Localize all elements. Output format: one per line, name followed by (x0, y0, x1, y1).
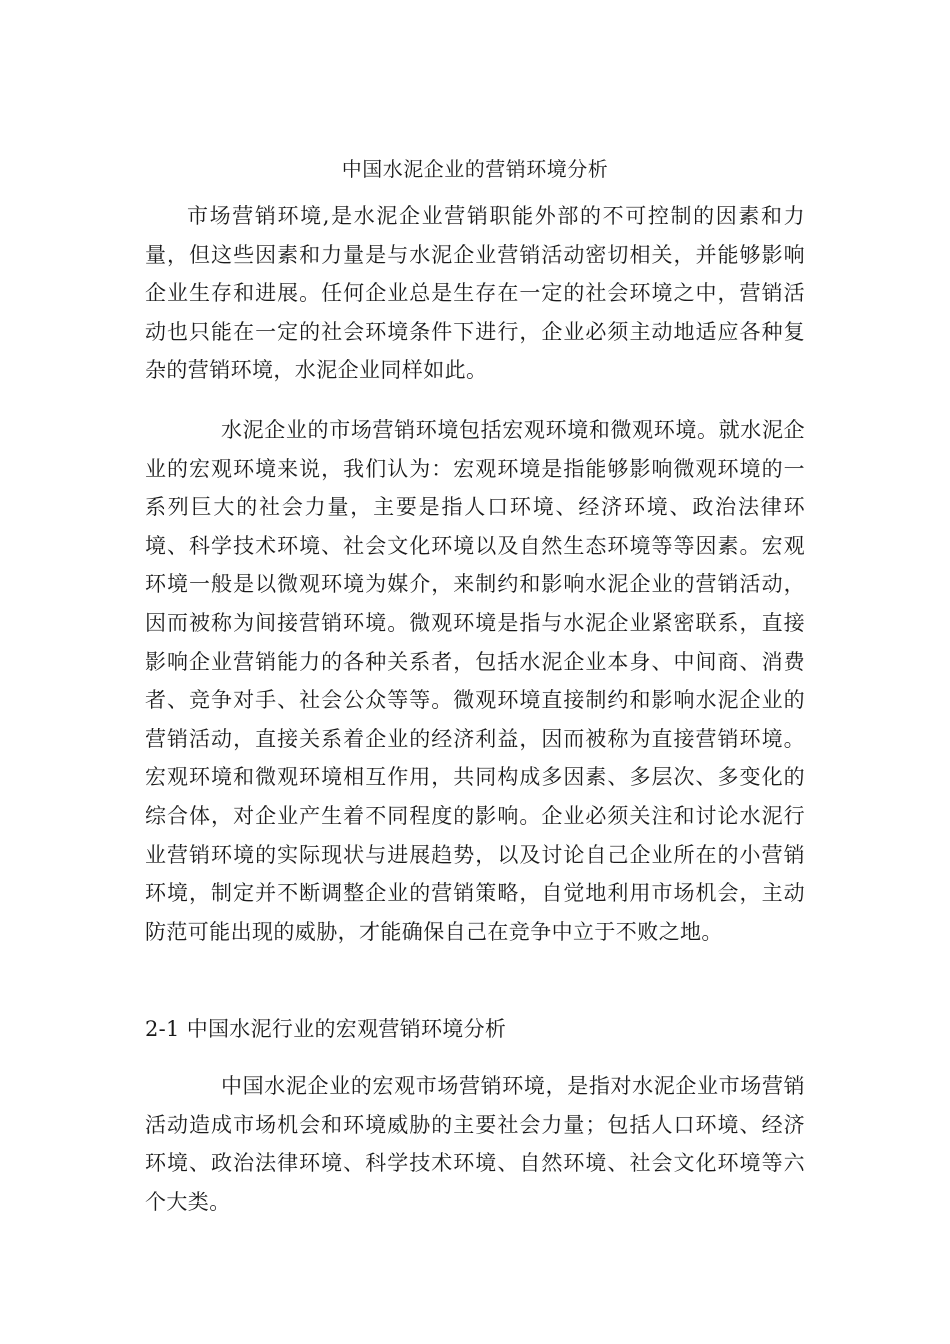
paragraph-intro: 市场营销环境,是水泥企业营销职能外部的不可控制的因素和力量，但这些因素和力量是与水泥企业营销活动密切相关，并能够影响企业生存和进展。任何企业总是生存在一定的社会环境之中，营销活动也只能在一定的社会环境条件下进行，企业必须主动地适应各种复杂的营销环境，水泥企业同样如此。 (145, 204, 805, 383)
paragraph-environment: 水泥企业的市场营销环境包括宏观环境和微观环境。就水泥企业的宏观环境来说，我们认为：宏观环境是指能够影响微观环境的一系列巨大的社会力量，主要是指人口环境、经济环境、政治法律环境、科学技术环境、社会文化环境以及自然生态环境等等因素。宏观环境一般是以微观环境为媒介，来制约和影响水泥企业的营销活动，因而被称为间接营销环境。微观环境是指与水泥企业紧密联系，直接影响企业营销能力的各种关系者，包括水泥企业本身、中间商、消费者、竞争对手、社会公众等等。微观环境直接制约和影响水泥企业的营销活动，直接关系着企业的经济利益，因而被称为直接营销环境。宏观环境和微观环境相互作用，共同构成多因素、多层次、多变化的综合体，对企业产生着不同程度的影响。企业必须关注和讨论水泥行业营销环境的实际现状与进展趋势，以及讨论自己企业所在的小营销环境，制定并不断调整企业的营销策略，自觉地利用市场机会，主动防范可能出现的威胁，才能确保自己在竞争中立于不败之地。 (145, 418, 805, 944)
paragraph-macro-environment: 中国水泥企业的宏观市场营销环境，是指对水泥企业市场营销活动造成市场机会和环境威胁的主要社会力量；包括人口环境、经济环境、政治法律环境、科学技术环境、自然环境、社会文化环境等六个大类。 (145, 1074, 805, 1214)
section-heading: 2-1 中国水泥行业的宏观营销环境分析 (145, 1017, 507, 1041)
document-title: 中国水泥企业的营销环境分析 (341, 157, 609, 182)
